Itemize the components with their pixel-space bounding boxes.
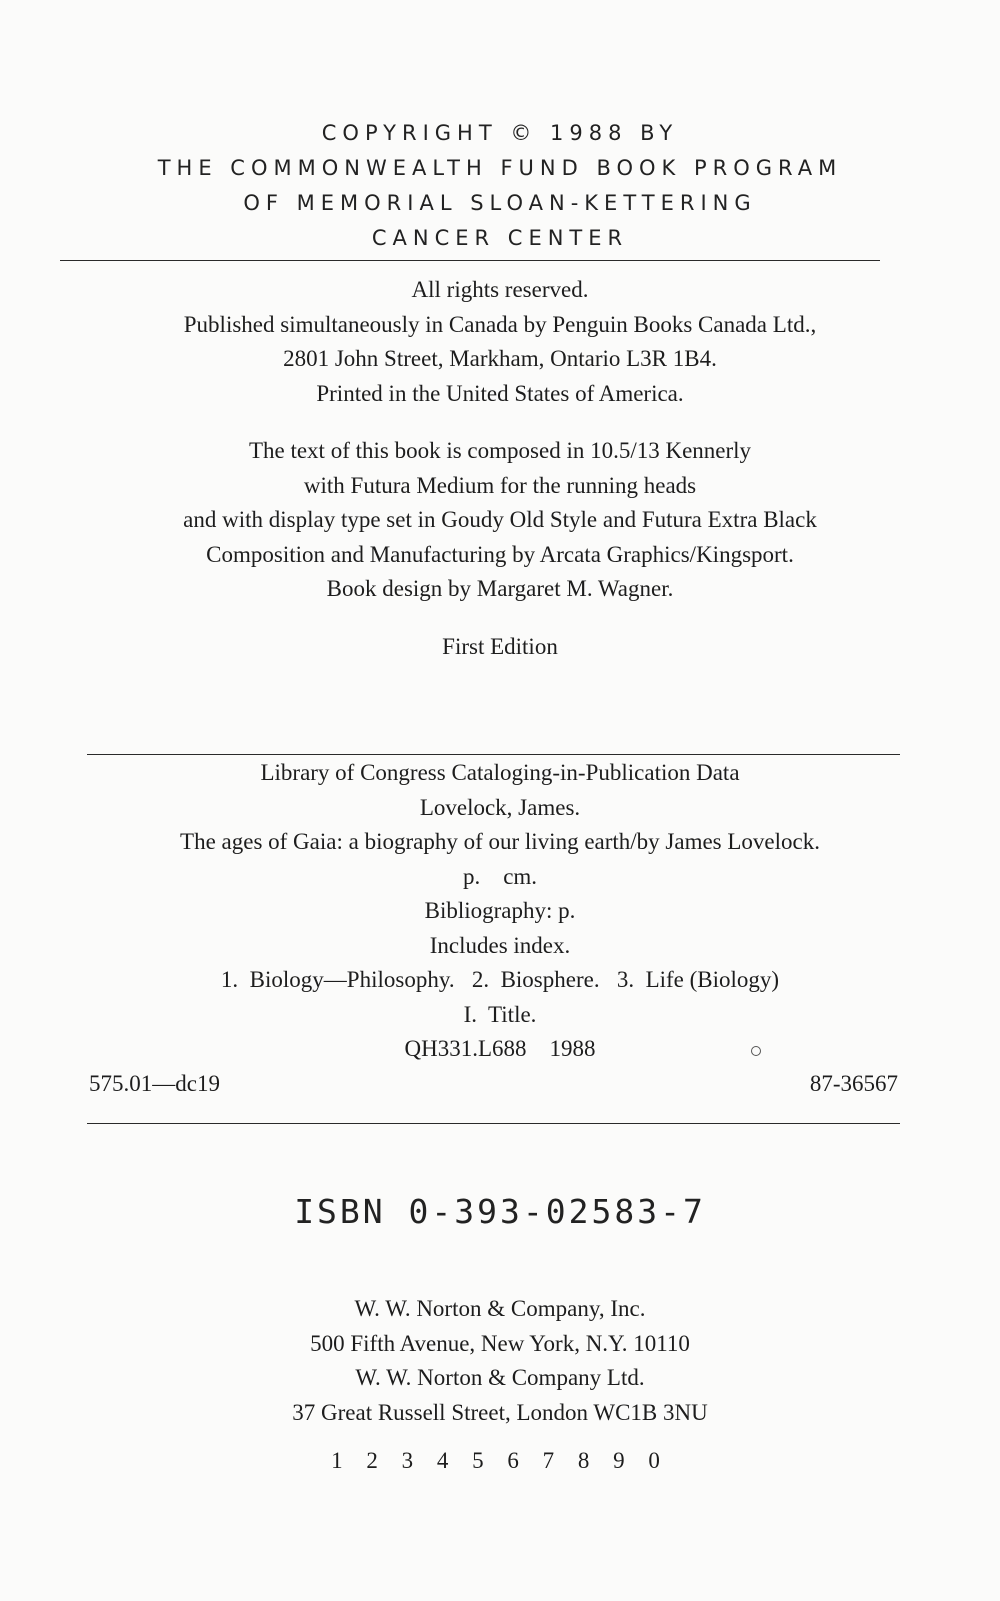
dewey-number: 575.01—dc19: [89, 1071, 220, 1096]
rights-line: 2801 John Street, Markham, Ontario L3R 1B4.: [283, 346, 717, 371]
circle-mark-icon: [751, 1046, 761, 1056]
isbn: ISBN 0-393-02583-7: [294, 1192, 706, 1231]
cip-line: Bibliography: p.: [424, 898, 576, 923]
composition-line: with Futura Medium for the running heads: [303, 472, 697, 498]
publisher-line: W. W. Norton & Company Ltd.: [355, 1365, 645, 1390]
cip-line: Library of Congress Cataloging-in-Publication Data: [260, 760, 740, 785]
divider-rule: [87, 1123, 900, 1124]
cip-line: QH331.L688 1988: [404, 1036, 596, 1061]
cip-line: p. cm.: [462, 863, 538, 889]
composition-block: [0, 434, 1000, 607]
rights-line: Published simultaneously in Canada by Penguin Books Canada Ltd.,: [183, 311, 817, 337]
cip-line: Lovelock, James.: [419, 794, 581, 820]
cip-block: [0, 756, 1000, 1067]
composition-line: The text of this book is composed in 10.5/13 Kennerly: [248, 438, 752, 463]
composition-line: and with display type set in Goudy Old Style and Futura Extra Black: [183, 507, 817, 532]
publisher-line: 500 Fifth Avenue, New York, N.Y. 10110: [310, 1330, 690, 1356]
publisher-line: W. W. Norton & Company, Inc.: [354, 1296, 646, 1321]
copyright-line: CANCER CENTER: [371, 226, 629, 250]
divider-rule: [60, 260, 880, 261]
copyright-block: [0, 116, 1000, 256]
rights-block: [0, 273, 1000, 411]
divider-rule: [87, 754, 900, 755]
publisher-block: [0, 1292, 1000, 1430]
copyright-line: OF MEMORIAL SLOAN-KETTERING: [243, 191, 757, 215]
edition-label: First Edition: [442, 634, 558, 659]
cip-line: The ages of Gaia: a biography of our living earth/by James Lovelock.: [180, 829, 820, 854]
copyright-line: COPYRIGHT © 1988 BY: [321, 121, 679, 145]
rights-line: Printed in the United States of America.: [316, 380, 684, 406]
composition-line: Composition and Manufacturing by Arcata Graphics/Kingsport.: [206, 541, 794, 567]
composition-line: Book design by Margaret M. Wagner.: [326, 576, 674, 601]
printing-numbers: 1 2 3 4 5 6 7 8 9 0: [331, 1448, 669, 1473]
copyright-line: THE COMMONWEALTH FUND BOOK PROGRAM: [157, 156, 843, 180]
publisher-line: 37 Great Russell Street, London WC1B 3NU: [292, 1399, 708, 1425]
cip-line: Includes index.: [429, 932, 571, 958]
rights-line: All rights reserved.: [411, 277, 589, 302]
cip-line: I. Title.: [463, 1001, 537, 1027]
lccn-number: 87-36567: [809, 1071, 898, 1096]
cip-line: 1. Biology—Philosophy. 2. Biosphere. 3. Life (Biology): [220, 967, 780, 992]
